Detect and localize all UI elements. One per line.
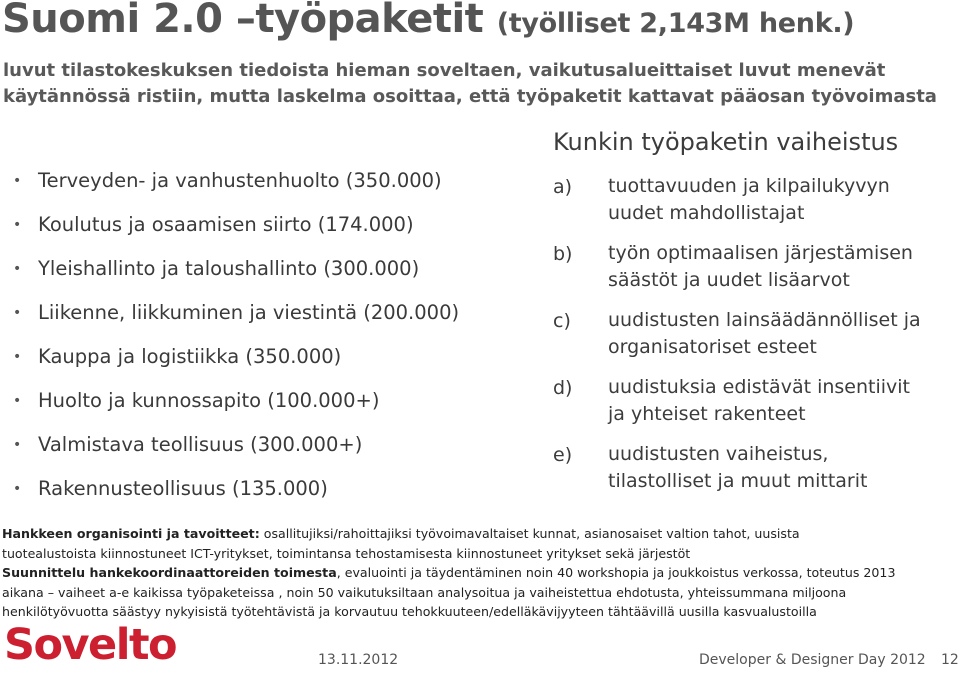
phase-line-1: uudistuksia edistävät insentiivit <box>608 376 911 398</box>
sector-label: Valmistava teollisuus (300.000+) <box>38 433 363 456</box>
bullet-icon: • <box>13 349 22 365</box>
slide-subtitle <box>3 58 953 110</box>
phase-text <box>608 307 921 361</box>
phase-line-2: säästöt ja uudet lisäarvot <box>608 269 850 291</box>
phase-letter: b) <box>553 243 573 265</box>
phase-item <box>553 307 953 374</box>
sector-label: Huolto ja kunnossapito (100.000+) <box>38 389 380 412</box>
phase-list <box>553 173 953 508</box>
sector-item <box>13 298 459 342</box>
phase-text <box>608 374 910 428</box>
footer-event: Developer & Designer Day 2012 <box>699 652 926 668</box>
slide-title <box>2 0 854 42</box>
phase-text <box>608 173 890 227</box>
phase-item <box>553 441 953 508</box>
phase-letter: a) <box>553 176 573 198</box>
phase-line-2: ja yhteiset rakenteet <box>608 403 806 425</box>
subtitle-line-2: käytännössä ristiin, mutta laskelma osoittaa, että työpaketit kattavat pääosan työvoimasta <box>3 86 937 107</box>
sector-label: Rakennusteollisuus (135.000) <box>38 477 328 500</box>
sector-label: Koulutus ja osaamisen siirto (174.000) <box>38 213 414 236</box>
bullet-icon: • <box>13 437 22 453</box>
notes-line-1 <box>2 524 957 544</box>
phase-item <box>553 240 953 307</box>
sector-item <box>13 210 459 254</box>
bullet-icon: • <box>13 173 22 189</box>
plan-label: Suunnittelu hankekoordinaattoreiden toimesta <box>2 565 337 580</box>
sovelto-logo: Sovelto <box>4 620 177 670</box>
bullet-icon: • <box>13 481 22 497</box>
bullet-icon: • <box>13 393 22 409</box>
phase-line-1: tuottavuuden ja kilpailukyvyn <box>608 175 890 197</box>
phase-line-2: organisatoriset esteet <box>608 336 817 358</box>
phase-line-1: työn optimaalisen järjestämisen <box>608 242 913 264</box>
sector-item <box>13 430 459 474</box>
sector-list <box>13 166 459 518</box>
sector-item <box>13 254 459 298</box>
phase-letter: e) <box>553 444 573 466</box>
notes-line-2: tuotealustoista kiinnostuneet ICT-yritykset, toimintansa tehostamisesta kiinnostuneet yritykset sekä järjestöt <box>2 545 691 561</box>
notes-line-3 <box>2 563 957 583</box>
phase-line-1: uudistusten lainsäädännölliset ja <box>608 309 921 331</box>
sector-item <box>13 386 459 430</box>
org-text-1: osallitujiksi/rahoittajiksi työvoimavaltaiset kunnat, asianosaiset valtion tahot, uusista <box>259 526 800 541</box>
footer-date: 13.11.2012 <box>318 652 399 668</box>
phase-text <box>608 240 913 294</box>
page-number: 12 <box>941 652 959 668</box>
sector-label: Yleishallinto ja taloushallinto (300.000) <box>38 257 420 280</box>
phase-item <box>553 173 953 240</box>
title-sub: (työlliset 2,143M henk.) <box>496 8 855 39</box>
phase-letter: d) <box>553 377 573 399</box>
sector-label: Terveyden- ja vanhustenhuolto (350.000) <box>38 169 442 192</box>
sector-label: Liikenne, liikkuminen ja viestintä (200.000) <box>38 301 460 324</box>
notes-line-5: henkilötyövuotta säästyy nykyisistä työtehtävistä ja korvautuu tehokkuuteen/edelläkävijyyteen tähtäävillä uusilla kasvualustoilla <box>2 604 817 619</box>
phase-letter: c) <box>553 310 571 332</box>
phase-line-1: uudistusten vaiheistus, <box>608 443 829 465</box>
notes-line-4: aikana – vaiheet a-e kaikissa työpaketeissa , noin 50 vaikutuksiltaan analysoitua ja vaiheistettua ehdotusta, yhteissummana miljoona <box>2 584 847 600</box>
org-label: Hankkeen organisointi ja tavoitteet: <box>2 526 260 541</box>
bullet-icon: • <box>13 305 22 321</box>
title-main: Suomi 2.0 –työpaketit <box>2 0 484 42</box>
subtitle-line-1: luvut tilastokeskuksen tiedoista hieman soveltaen, vaikutusalueittaiset luvut menevät <box>3 60 886 81</box>
phase-text <box>608 441 867 495</box>
project-notes <box>2 524 957 622</box>
phases-title: Kunkin työpaketin vaiheistus <box>553 128 899 156</box>
bullet-icon: • <box>13 217 22 233</box>
plan-text-1: , evaluointi ja täydentäminen noin 40 workshopia ja joukkoistus verkossa, toteutus 2013 <box>336 565 896 580</box>
bullet-icon: • <box>13 261 22 277</box>
phase-line-2: uudet mahdollistajat <box>608 202 805 224</box>
phase-item <box>553 374 953 441</box>
sector-item <box>13 342 459 386</box>
sector-label: Kauppa ja logistiikka (350.000) <box>38 345 342 368</box>
sector-item <box>13 166 459 210</box>
sector-item <box>13 474 459 518</box>
phase-line-2: tilastolliset ja muut mittarit <box>608 470 868 492</box>
